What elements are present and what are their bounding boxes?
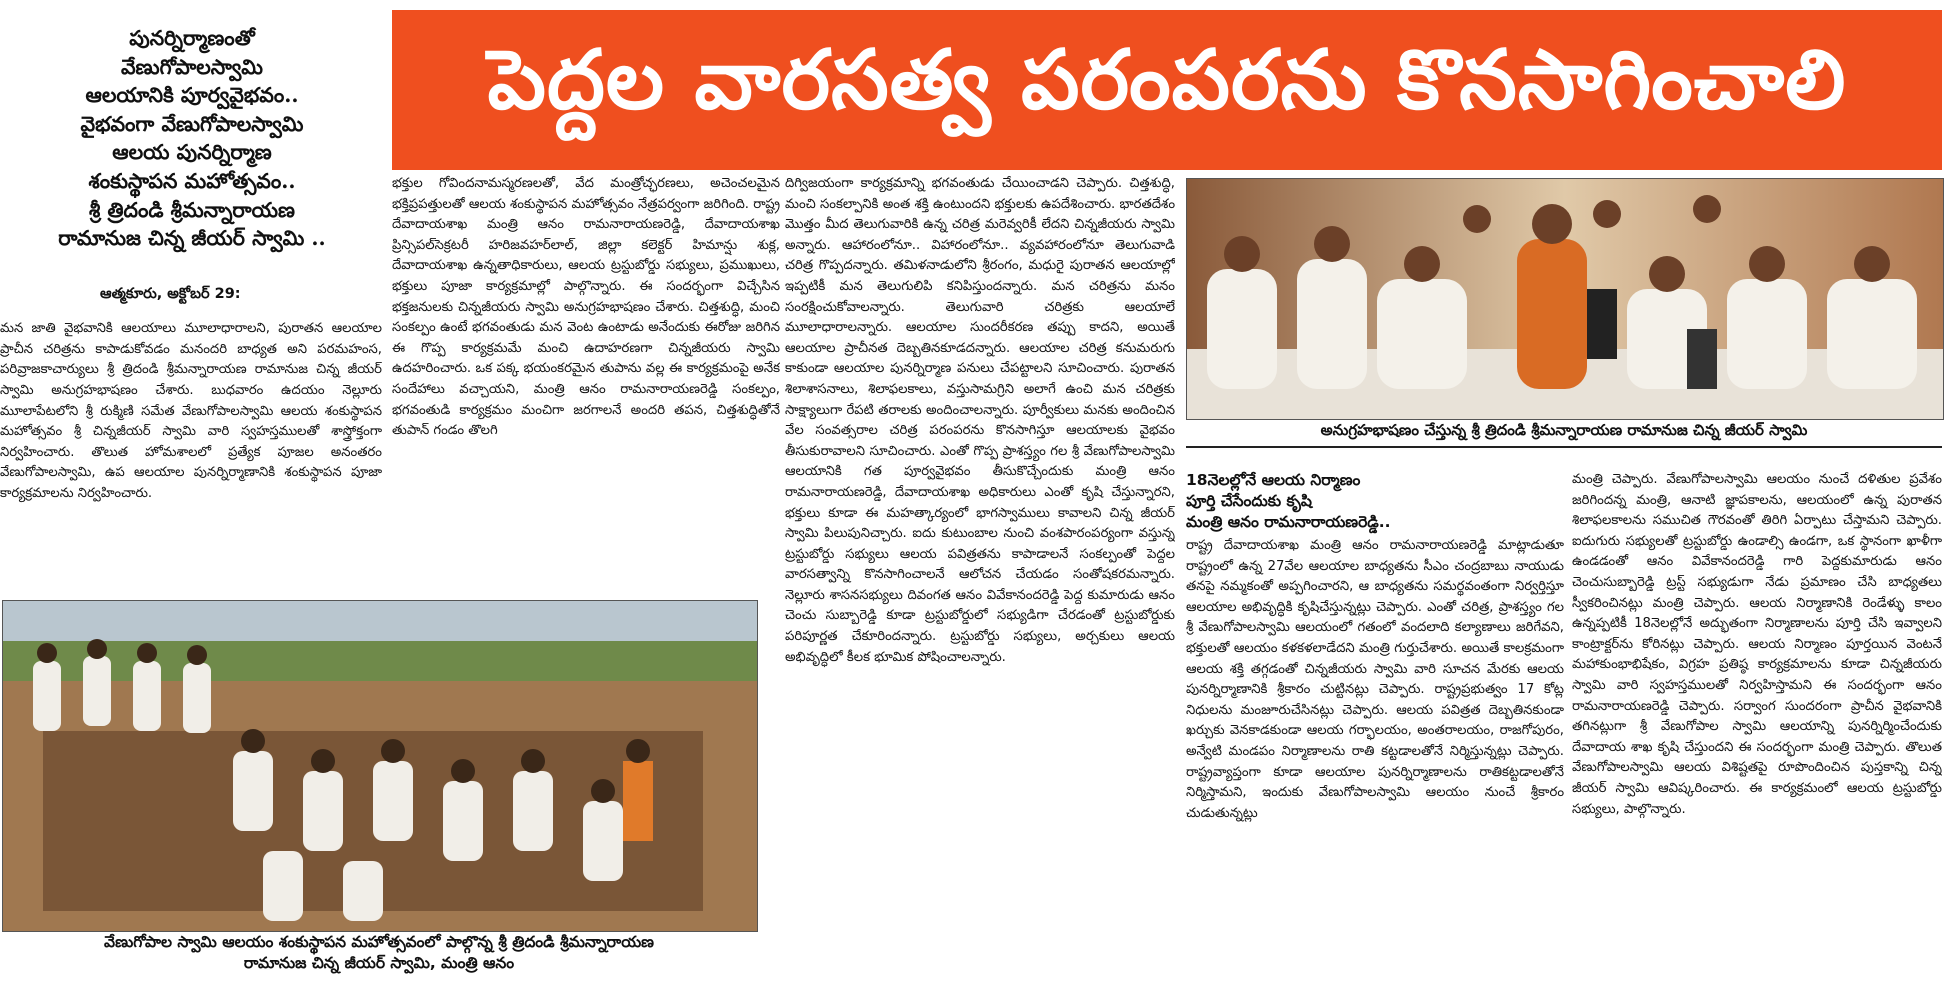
- main-headline-banner: [392, 10, 1942, 170]
- article-column-3: [785, 174, 1175, 974]
- side-headline-line: వేణుగోపాలస్వామి: [120, 54, 263, 79]
- side-headline: [0, 24, 384, 253]
- foundation-caption-line: రామానుజ చిన్న జీయర్ స్వామి, మంత్రి ఆనం: [243, 954, 515, 972]
- subheading: [1186, 470, 1566, 533]
- column-3-text: దిగ్విజయంగా కార్యక్రమాన్ని భగవంతుడు చేయించాడని చెప్పారు. చిత్తశుద్ధి, మంచి సంకల్పానికి అంత శక్తి ఉంటుందని భక్తులకు ఉపదేశించారు. భారతదేశం మొత్తం మీద తెలుగువారికి ఉన్న చరిత్ర మరెవ్వరికీ లేదని చిన్నజీయరు స్వామి అన్నారు. ఆహారంలోనూ.. విహారంలోనూ.. వ్యవహారంలోనూ తెలుగువాడి చరిత్ర గొప్పదన్నారు. తమిళనాడులోని శ్రీరంగం, మధురై పురాతన ఆలయాల్లో ఇప్పటికీ మన తెలుగులిపి కనిపిస్తుందన్నారు. మన చరిత్రను మనం సంరక్షించుకోవాలన్నారు. తెలుగువారి చరిత్రకు ఆలయాలే మూలాధారాలన్నారు. ఆలయాల సుందరీకరణ తప్పు కాదని, అయితే ఆలయాల ప్రాచీనత దెబ్బతినకూడదన్నారు. ఆలయాల చరిత్ర కనుమరుగు కాకుండా ఆలయాల పునర్నిర్మాణ పనులు చేపట్టాలని సూచించారు. పురాతన శిలాశాసనాలు, శిలాఫలకాలు, వస్తుసామగ్రిని అలాగే ఉంచి మన చరిత్రకు సాక్ష్యాలుగా రేపటి తరాలకు అందించాలన్నారు. పూర్వీకులు మనకు అందించిన వేల సంవత్సరాల చరిత్ర పరంపరను కొనసాగిస్తూ ఆలయాలకు వైభవం తీసుకురావాలని సూచించారు. ఎంతో గొప్ప ప్రాశస్త్యం గల శ్రీ వేణుగోపాలస్వామి ఆలయానికి గత పూర్వవైభవం తీసుకొచ్చేందుకు మంత్రి ఆనం రామనారాయణరెడ్డి, దేవాదాయశాఖ అధికారులు ఎంతో కృషి చేస్తున్నారని, భక్తులు కూడా ఈ మహత్కార్యంలో భాగస్వాములు కావాలని చిన్న జీయర్ స్వామి పిలుపునిచ్చారు. ఐదు కుటుంబాల నుంచి వంశపారంపర్యంగా వస్తున్న ట్రస్టుబోర్డు సభ్యులు ఆలయ పవిత్రతను కాపాడాలనే సంకల్పంతో పెద్దల వారసత్వాన్ని కొనసాగించాలనే ఆలోచన చేయడం సంతోషకరమన్నారు. నెల్లూరు శాసనసభ్యులు దివంగత ఆనం వివేకానందరెడ్డి పెద్ద కుమారుడు ఆనం చెంచు సుబ్బారెడ్డి కూడా ట్రస్టుబోర్డులో సభ్యుడిగా చేరడంతో ట్రస్టుబోర్డుకు పరిపూర్ణత చేకూరిందన్నారు. ట్రస్టుబోర్డు సభ్యులు, అర్చకులు ఆలయ అభివృద్ధిలో కీలక భూమిక పోషించాలన్నారు.: [785, 176, 1175, 665]
- subheading-line: మంత్రి ఆనం రామనారాయణరెడ్డి..: [1186, 513, 1391, 531]
- side-headline-line: వైభవంగా వేణుగోపాలస్వామి: [80, 111, 304, 136]
- column-4-text: రాష్ట్ర దేవాదాయశాఖ మంత్రి ఆనం రామనారాయణరెడ్డి మాట్లాడుతూ రాష్ట్రంలో ఉన్న 27వేల ఆలయాల బాధ్యతను సీఎం చంద్రబాబు నాయుడు తనపై నమ్మకంతో అప్పగించారని, ఆ బాధ్యతను సమర్థవంతంగా నిర్వర్తిస్తూ ఆలయాల అభివృద్ధికి కృషిచేస్తున్నట్లు చెప్పారు. ఎంతో చరిత్ర, ప్రాశస్త్యం గల శ్రీ వేణుగోపాలస్వామి ఆలయంలో గతంలో వందలాది కల్యాణాలు జరిగేవని, భక్తులతో ఆలయం కళకళలాడేదని మంత్రి గుర్తుచేశారు. అయితే కాలక్రమంగా ఆలయ శక్తి తగ్గడంతో చిన్నజీయరు స్వామి వారి సూచన మేరకు ఆలయ పునర్నిర్మాణానికి శ్రీకారం చుట్టినట్లు చెప్పారు. రాష్ట్రప్రభుత్వం 17 కోట్ల నిధులను మంజూరుచేసినట్లు చెప్పారు. ఆలయ పవిత్రత దెబ్బతినకుండా ఖర్చుకు వెనకాడకుండా ఆలయ గర్భాలయం, అంతరాలయం, రాజగోపురం, అన్వేటి మండపం నిర్మాణాలను రాతి కట్టడాలతోనే నిర్మిస్తున్నట్లు చెప్పారు. రాష్ట్రవ్యాప్తంగా కూడా ఆలయాల పునర్నిర్మాణాలను రాతికట్టడాలతోనే నిర్మిస్తామని, ఇందుకు వేణుగోపాలస్వామి ఆలయం నుంచే శ్రీకారం చుడుతున్నట్లు: [1186, 538, 1564, 821]
- subheading-line: 18నెలల్లోనే ఆలయ నిర్మాణం: [1186, 471, 1361, 489]
- column-5-text: మంత్రి చెప్పారు. వేణుగోపాలస్వామి ఆలయం నుంచే దళితుల ప్రవేశం జరిగిందన్న మంత్రి, ఆనాటి జ్ఞాపకాలను, ఆలయంలో ఉన్న పురాతన శిలాఫలకాలను సముచిత గౌరవంతో తిరిగి ఏర్పాటు చేస్తామని చెప్పారు. ఐదుగురు సభ్యులతో ట్రస్టుబోర్డు ఉండాల్సి ఉండగా, ఒక స్థానంగా ఖాళీగా ఉండడంతో ఆనం వివేకానందరెడ్డి గారి పెద్దకుమారుడు ఆనం చెంచుసుబ్బారెడ్డి ట్రస్ట్ సభ్యుడుగా నేడు ప్రమాణం చేసి బాధ్యతలు స్వీకరించినట్లు మంత్రి చెప్పారు. ఆలయ నిర్మాణానికి రెండేళ్ళు కాలం ఉన్నప్పటికీ 18నెలల్లోనే అద్భుతంగా నిర్మాణాలను పూర్తి చేసి ఇవ్వాలని కాంట్రాక్టర్‌ను కోరినట్లు చెప్పారు. ఆలయ నిర్మాణం పూర్తయిన వెంటనే మహాకుంభాభిషేకం, విగ్రహ ప్రతిష్ఠ కార్యక్రమాలను కూడా చిన్నజీయరు స్వామి వారి స్వహస్తములతో నిర్వహిస్తామని ఈ సందర్భంగా ఆనం రామనారాయణరెడ్డి చెప్పారు. సర్వాంగ సుందరంగా ప్రాచీన వైభవానికి తగినట్లుగా శ్రీ వేణుగోపాల స్వామి ఆలయాన్ని పునర్నిర్మించేందుకు దేవాదాయ శాఖ కృషి చేస్తుందని ఈ సందర్భంగా మంత్రి చెప్పారు. తొలుత వేణుగోపాలస్వామి ఆలయ విశిష్టతపై రూపొందించిన పుస్తకాన్ని చిన్న జీయర్ స్వామి ఆవిష్కరించారు. ఈ కార్యక్రమంలో ఆలయ ట్రస్టుబోర్డు సభ్యులు, పాల్గొన్నారు.: [1572, 472, 1942, 817]
- side-headline-line: పునర్నిర్మాణంతో: [129, 26, 255, 50]
- side-headline-line: ఆలయ పునర్నిర్మాణ: [112, 140, 272, 165]
- subheading-line: పూర్తి చేసేందుకు కృషి: [1186, 492, 1312, 510]
- side-headline-line: శంకుస్థాపన మహోత్సవం..: [88, 168, 296, 193]
- side-headline-line: ఆలయానికి పూర్వవైభవం..: [85, 83, 299, 108]
- caption-rule: [1186, 446, 1942, 448]
- main-headline: పెద్దల వారసత్వ పరంపరను కొనసాగించాలి: [487, 32, 1847, 128]
- article-column-4: [1186, 536, 1564, 976]
- article-column-2: [392, 174, 780, 572]
- article-column-5: [1572, 470, 1942, 975]
- foundation-photo-caption: [2, 932, 756, 974]
- dateline: ఆత్మకూరు, అక్టోబర్ 29:: [100, 286, 241, 302]
- column-2-text: భక్తుల గోవిందనామస్మరణలతో, వేద మంత్రోచ్ఛరణలు, అచెంచలమైన భక్తిప్రపత్తులతో ఆలయ శంకుస్థాపన మహోత్సవం నేత్రపర్వంగా జరిగింది. రాష్ట్ర దేవాదాయశాఖ మంత్రి ఆనం రామనారాయణరెడ్డి, దేవాదాయశాఖ ప్రిన్సిపల్‌సెక్రటరీ హరిజవహర్‌లాల్, జిల్లా కలెక్టర్ హిమాన్షు శుక్ల, దేవాదాయశాఖ ఉన్నతాధికారులు, ఆలయ ట్రస్టుబోర్డు సభ్యులు, ప్రముఖులు, భక్తులు పూజా కార్యక్రమాల్లో పాల్గొన్నారు. ఈ సందర్భంగా విచ్చేసిన భక్తజనులకు చిన్నజీయరు స్వామి అనుగ్రహభాషణం చేశారు. చిత్తశుద్ధి, మంచి సంకల్పం ఉంటే భగవంతుడు మన వెంట ఉంటాడు అనేందుకు ఈరోజు జరిగిన ఈ గొప్ప కార్యక్రమమే మంచి ఉదాహరణగా చిన్నజీయరు స్వామి ఉదహరించారు. ఒక పక్క భయంకరమైన తుపాను వల్ల ఈ కార్యక్రమంపై అనేక సందేహాలు వచ్చాయని, మంత్రి ఆనం రామనారాయణరెడ్డి సంకల్పం, భగవంతుడి కార్యక్రమం మంచిగా జరగాలనే అందరి తపన, చిత్తశుద్ధితోనే తుపాన్ గండం తొలగి: [392, 176, 780, 439]
- intro-paragraph: మన జాతి వైభవానికి ఆలయాలు మూలాధారాలని, పురాతన ఆలయాల ప్రాచీన చరిత్రను కాపాడుకోవడం మనందరి బాధ్యత అని పరమహంస, పరివ్రాజకాచార్యులు శ్రీ త్రిదండి శ్రీమన్నారాయణ రామానుజ చిన్న జీయర్ స్వామి అనుగ్రహభాషణం చేశారు. బుధవారం ఉదయం నెల్లూరు మూలాపేటలోని శ్రీ రుక్మిణి సమేత వేణుగోపాలస్వామి ఆలయ శంకుస్థాపన మహోత్సవం శ్రీ చిన్నజీయర్ స్వామి వారి స్వహస్తములతో శాస్త్రోక్తంగా నిర్వహించారు. తొలుత హోమశాలలో ప్రత్యేక పూజల అనంతరం వేణుగోపాలస్వామి, ఉప ఆలయాల పునర్నిర్మాణానికి శంకుస్థాపన పూజా కార్యక్రమాలను నిర్వహించారు.: [0, 321, 382, 501]
- left-column: [0, 0, 384, 600]
- side-headline-line: రామానుజ చిన్న జీయర్ స్వామి ..: [58, 226, 326, 251]
- foundation-photo: [2, 600, 758, 932]
- side-headline-line: శ్రీ త్రిదండి శ్రీమన్నారాయణ: [89, 197, 295, 222]
- speech-photo-caption: అనుగ్రహభాషణం చేస్తున్న శ్రీ త్రిదండి శ్రీమన్నారాయణ రామానుజ చిన్న జీయర్ స్వామి: [1320, 421, 1808, 439]
- speech-photo: [1186, 178, 1944, 420]
- foundation-caption-line: వేణుగోపాల స్వామి ఆలయం శంకుస్థాపన మహోత్సవంలో పాల్గొన్న శ్రీ త్రిదండి శ్రీమన్నారాయణ: [104, 933, 654, 951]
